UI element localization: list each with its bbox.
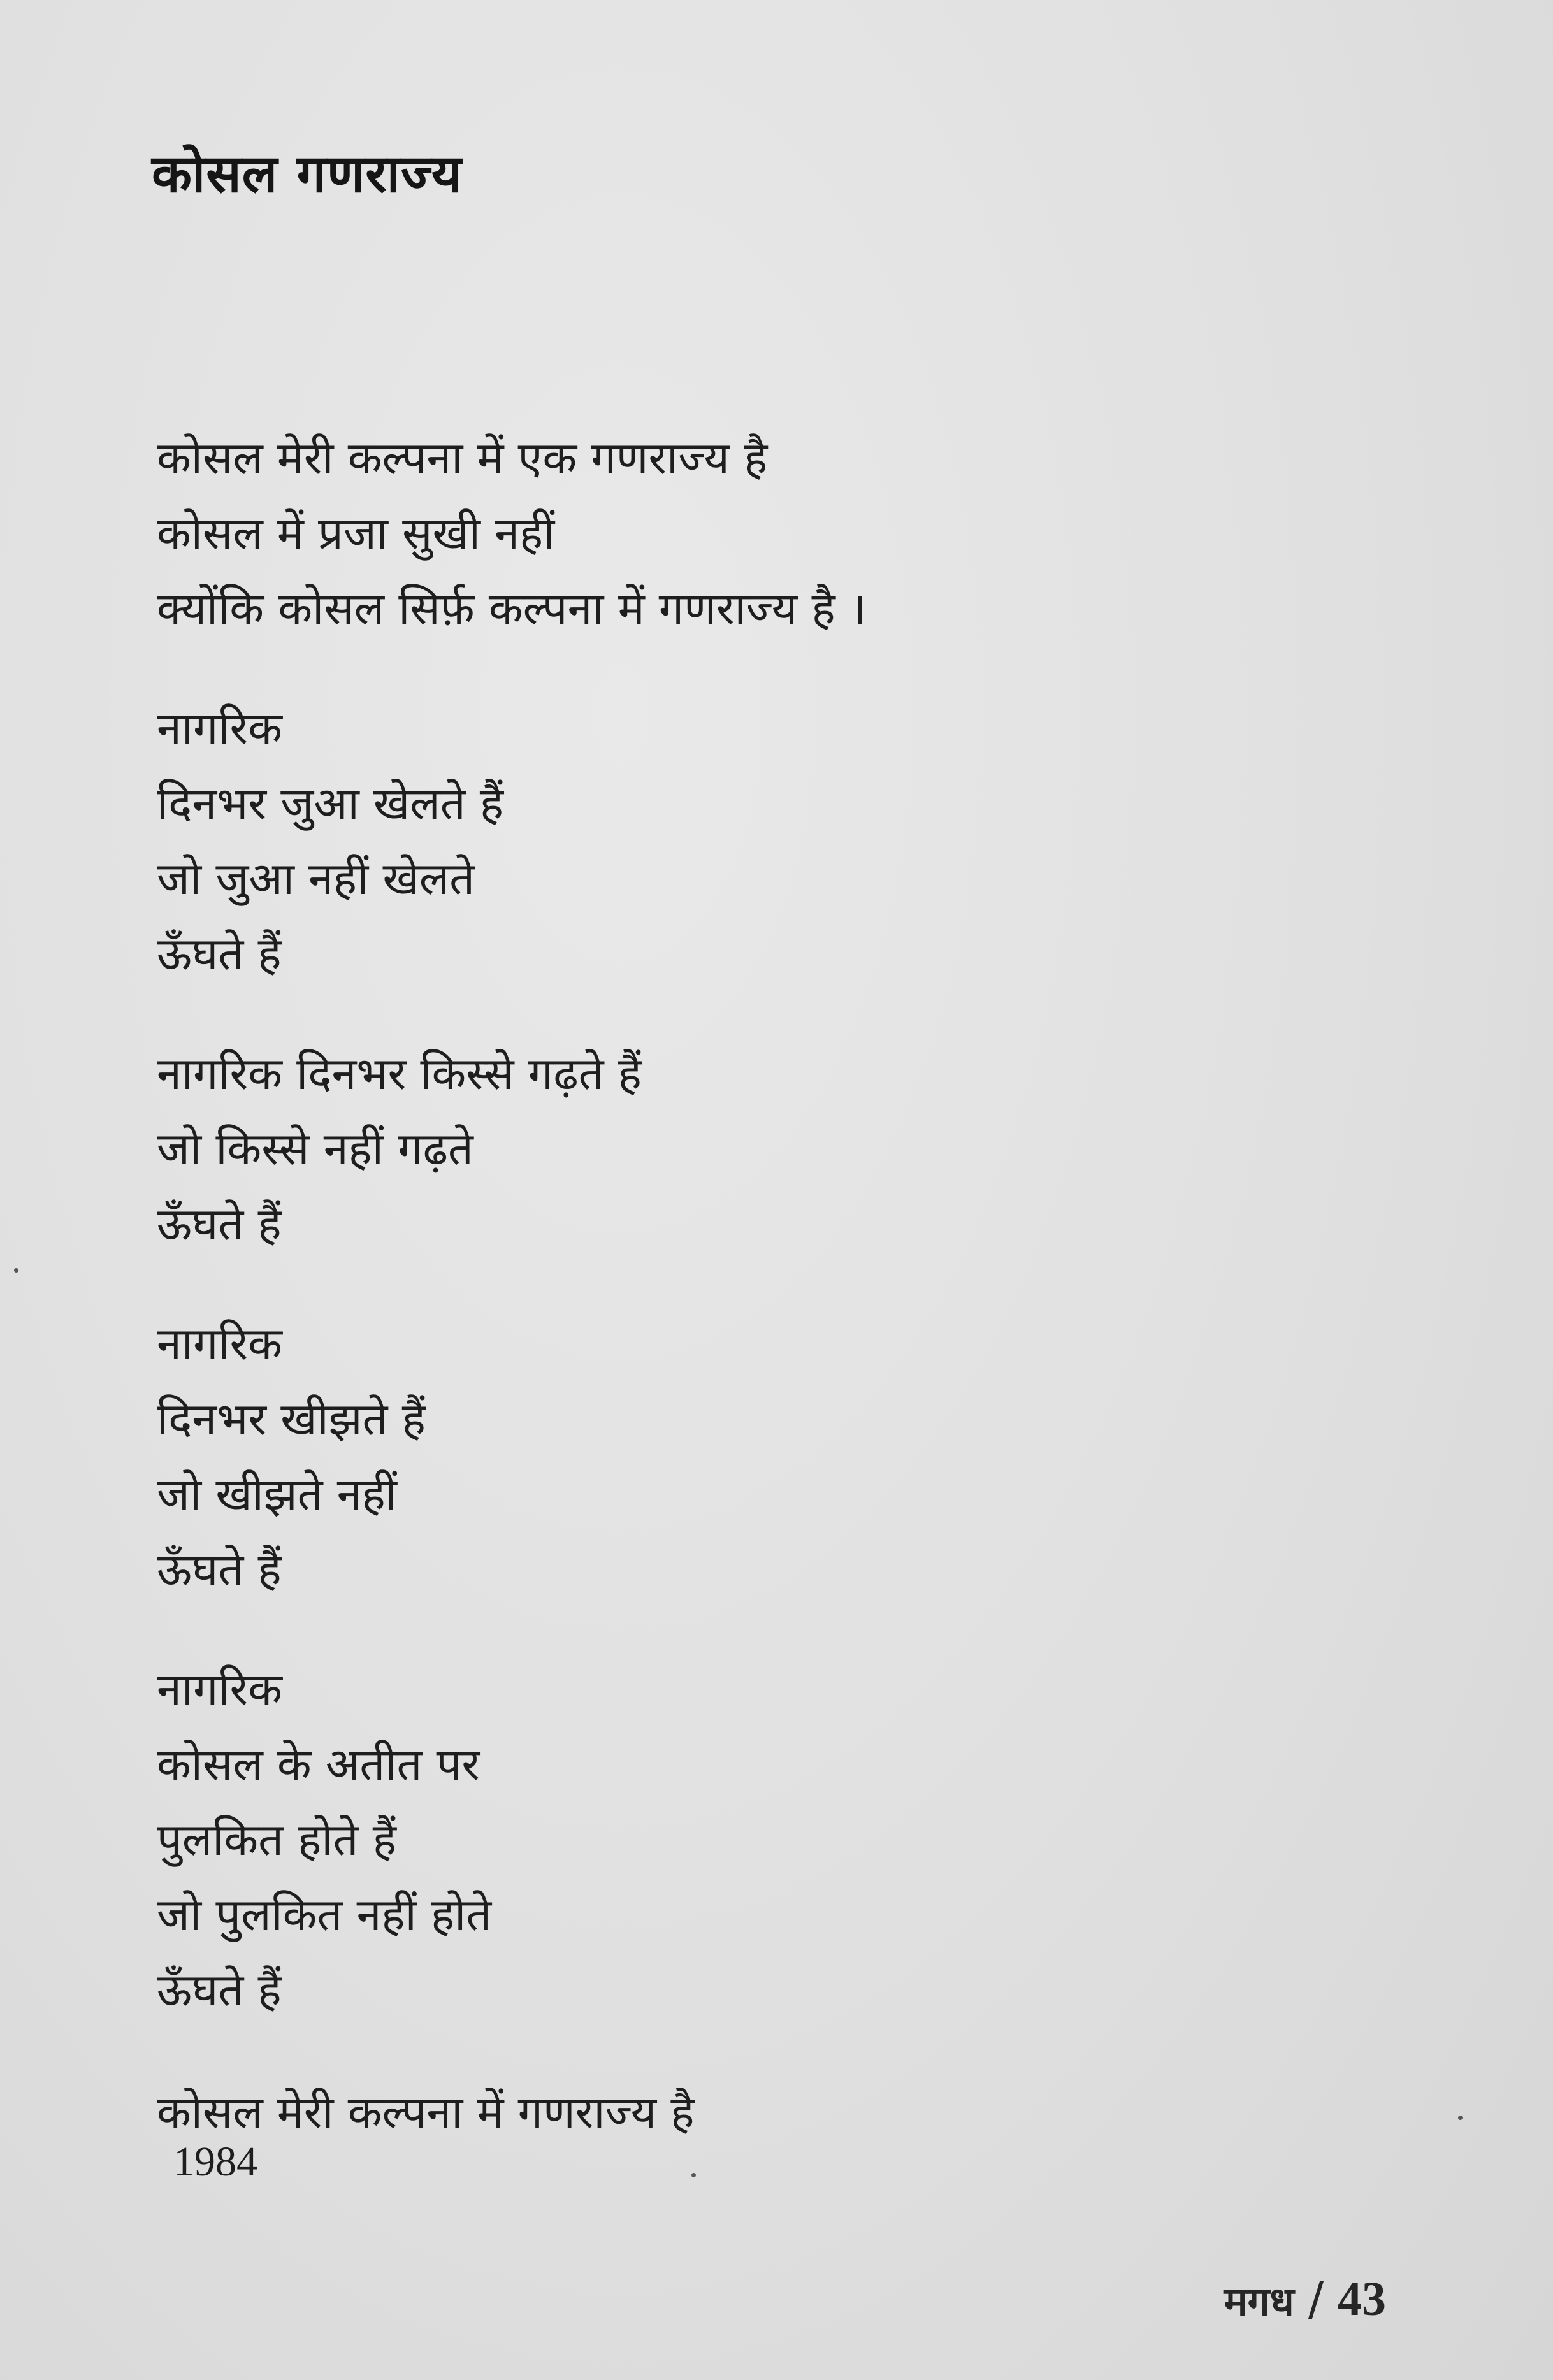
poem-line: दिनभर जुआ खेलते हैं (157, 777, 504, 830)
poem-line: ऊँघते हैं (157, 1964, 282, 2016)
poem-line: नागरिक दिनभर किस्से गढ़ते हैं (157, 1048, 642, 1100)
paper-speck (691, 2173, 696, 2177)
poem-line: कोसल के अतीत पर (157, 1738, 480, 1791)
poem-line: जो पुलकित नहीं होते (157, 1889, 492, 1941)
stanza-gap (157, 1607, 1431, 1652)
poem-line: क्योंकि कोसल सिर्फ़ कल्पना में गणराज्य है । (157, 582, 867, 635)
poem-line: कोसल में प्रजा सुखी नहीं (157, 507, 555, 559)
stanza (157, 1306, 1431, 1607)
stanza (157, 691, 1431, 992)
stanza (157, 2075, 1431, 2150)
poem-body (157, 421, 1431, 2150)
paper-speck (14, 1268, 18, 1273)
stanza (157, 1652, 1431, 2028)
stanza (157, 1036, 1431, 1262)
stanza-gap (157, 1262, 1431, 1306)
poem-year: 1984 (173, 2138, 257, 2185)
page-footer (1224, 2272, 1386, 2327)
poem-line: नागरिक (157, 702, 282, 754)
poem-line: ऊँघते हैं (157, 1543, 282, 1596)
poem-line: कोसल मेरी कल्पना में गणराज्य है (157, 2086, 695, 2138)
paper-speck (1458, 2116, 1463, 2120)
stanza (157, 421, 1431, 646)
poem-line: जो किस्से नहीं गढ़ते (157, 1123, 473, 1175)
poem-line: ऊँघते हैं (157, 1198, 282, 1250)
poem-line: नागरिक (157, 1318, 282, 1370)
footer-separator: / (1308, 2272, 1324, 2326)
stanza-gap (157, 646, 1431, 691)
poem-line: नागरिक (157, 1663, 282, 1715)
poem-line: दिनभर खीझते हैं (157, 1393, 426, 1445)
poem-line: जो जुआ नहीं खेलते (157, 853, 475, 905)
poem-line: जो खीझते नहीं (157, 1468, 397, 1520)
poem-title: कोसल गणराज्य (152, 144, 463, 205)
stanza-gap (157, 2028, 1431, 2075)
poem-line: ऊँघते हैं (157, 928, 282, 980)
poem-line: पुलकित होते हैं (157, 1814, 396, 1866)
stanza-gap (157, 992, 1431, 1036)
poem-line: कोसल मेरी कल्पना में एक गणराज्य है (157, 432, 768, 484)
book-title: मगध (1224, 2278, 1294, 2325)
page-number: 43 (1338, 2272, 1386, 2326)
